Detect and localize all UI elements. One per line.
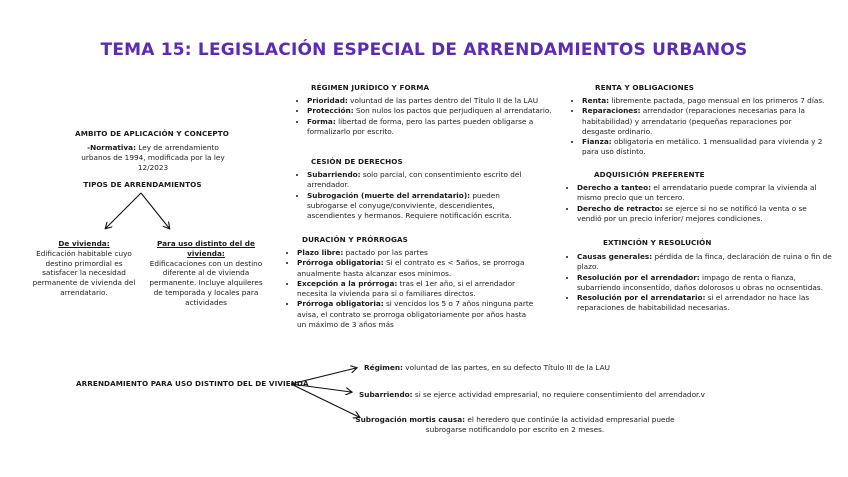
list-item bbox=[307, 106, 552, 116]
item-label: Subarriendo: bbox=[359, 390, 413, 399]
list-item bbox=[307, 117, 552, 138]
item-text: si vencidos los 5 o 7 años ninguna parte avisa, el contrato se prorroga obligatoriamente por años hasta un máximo de 3 años más bbox=[297, 299, 534, 330]
item-text: pérdida de la finca, declaración de ruina o fin de plazo. bbox=[577, 252, 832, 272]
item-label: Derecho de retracto: bbox=[577, 203, 663, 213]
renta-heading: RENTA Y OBLIGACIONES bbox=[595, 83, 695, 92]
item-text: si el arrendador no hace las reparaciones de habitabilidad necesarias. bbox=[577, 293, 810, 313]
item-label: Subrogación mortis causa: bbox=[355, 415, 466, 424]
item-label: Subrogación (muerte del arrendatario): bbox=[307, 190, 471, 200]
list-item bbox=[577, 273, 832, 294]
item-label: Derecho a tanteo: bbox=[577, 183, 652, 192]
list-item bbox=[577, 252, 832, 273]
cesion-list bbox=[296, 170, 525, 221]
item-text: obligatoria en metálico. 1 mensualidad para vivienda y 2 para uso distinto. bbox=[582, 137, 823, 157]
item-text: solo parcial, con consentimiento escrito del arrendador. bbox=[307, 170, 522, 190]
item-label: Protección: bbox=[307, 106, 354, 116]
otro-text: Edificacaciones con un destino diferente al de vivienda permanente. Incluye alquileres de temporada y locales para actividades bbox=[149, 258, 263, 307]
extincion-list bbox=[566, 252, 832, 314]
item-label: Excepción a la prórroga: bbox=[297, 278, 398, 288]
item-text: pactado por las partes bbox=[343, 248, 428, 257]
list-item bbox=[577, 183, 822, 204]
duracion-list bbox=[286, 248, 537, 330]
item-label: Resolución por el arrendador: bbox=[577, 272, 700, 282]
arrow-vivienda bbox=[106, 193, 141, 228]
item-label: Forma: bbox=[307, 116, 336, 126]
item-text: libremente pactada, pago mensual en los primeros 7 días. bbox=[609, 96, 825, 105]
normativa-body: Ley de arrendamiento urbanos de 1994, modificada por la ley 12/2023 bbox=[81, 143, 225, 172]
uso-distinto-heading: ARRENDAMIENTO PARA USO DISTINTO DEL DE VIVIENDA bbox=[76, 379, 309, 388]
uso-regimen bbox=[364, 363, 610, 373]
item-label: Reparaciones: bbox=[582, 106, 641, 116]
list-item bbox=[307, 170, 525, 191]
item-text: impago de renta o fianza, subarriendo inconsentido, daños dolorosos u obras no ocnsentidas. bbox=[577, 272, 824, 292]
duracion-heading: DURACIÓN Y PRÓRROGAS bbox=[302, 235, 408, 244]
item-label: Subarriendo: bbox=[307, 170, 361, 179]
page-title: TEMA 15: LEGISLACIÓN ESPECIAL DE ARRENDAMIENTOS URBANOS bbox=[100, 40, 748, 60]
item-label: Causas generales: bbox=[577, 252, 653, 261]
vivienda-label: De vivienda: bbox=[58, 239, 110, 248]
item-text: libertad de forma, pero las partes pueden obligarse a formalizarlo por escrito. bbox=[307, 116, 534, 136]
item-text: el heredero que continúe la actividad empresarial puede subrogarse notificandolo por escrito en 2 meses. bbox=[425, 415, 675, 435]
item-text: Son nulos los pactos que perjudiquen al arrendatario. bbox=[353, 106, 552, 116]
list-item bbox=[577, 204, 822, 225]
normativa-label: -Normativa: bbox=[87, 143, 137, 152]
item-text: Si el contrato es < 5años, se prorroga anualmente hasta alcanzar esos minimos. bbox=[297, 258, 525, 278]
otro-label: Para uso distinto del de vivienda: bbox=[157, 239, 255, 258]
extincion-heading: EXTINCIÓN Y RESOLUCIÓN bbox=[603, 238, 712, 247]
arrow-uso-distinto bbox=[141, 193, 169, 228]
vivienda-text: Edificación habitable cuyo destino primordial es satisfacer la necesidad permanente de vivienda del arrendatario. bbox=[32, 248, 136, 297]
ambito-heading: AMBITO DE APLICACIÓN Y CONCEPTO bbox=[75, 129, 229, 138]
item-text: se ejerce si no se notificó la venta o se vendió por un precio inferior/ mejores condiciones. bbox=[577, 203, 807, 223]
list-item bbox=[307, 191, 525, 222]
item-text: voluntad de las partes, en su defecto Título III de la LAU bbox=[402, 363, 610, 372]
tipos-heading: TIPOS DE ARRENDAMIENTOS bbox=[83, 180, 202, 189]
tipo-uso-distinto bbox=[148, 239, 264, 308]
adquisicion-list bbox=[566, 183, 822, 224]
item-label: Renta: bbox=[582, 96, 610, 105]
item-text: el arrendatario puede comprar la vivienda al mismo precio que un tercero. bbox=[577, 183, 817, 203]
tipo-vivienda bbox=[29, 239, 139, 298]
item-label: Plazo libre: bbox=[297, 248, 344, 257]
item-text: si se ejerce actividad empresarial, no requiere consentimiento del arrendador.v bbox=[412, 390, 705, 399]
item-label: Prioridad: bbox=[307, 96, 348, 105]
item-label: Resolución por el arrendatario: bbox=[577, 293, 706, 303]
list-item bbox=[582, 106, 827, 137]
normativa-text bbox=[78, 143, 228, 172]
item-text: tras el 1er año, si el arrendador necesita la vivienda para si o familiares directos. bbox=[297, 278, 516, 299]
list-item bbox=[307, 96, 552, 106]
list-item bbox=[582, 96, 827, 106]
item-text: arrendador (reparaciones necesarias para la habitabilidad) y arrendatario (pequeñas reparaciones por desgaste ordinario. bbox=[582, 106, 806, 136]
renta-list bbox=[571, 96, 827, 158]
item-text: voluntad de las partes dentro del Título II de la LAU bbox=[347, 96, 539, 105]
list-item bbox=[582, 137, 827, 158]
item-text: pueden subrogarse el conyuge/conviviente, descendientes, ascendientes y hermanos. Requiere notificación escrita. bbox=[307, 190, 512, 221]
uso-subarriendo bbox=[359, 390, 705, 400]
list-item bbox=[297, 299, 537, 330]
cesion-heading: CESIÓN DE DERECHOS bbox=[311, 157, 403, 166]
arrow-subrogacion bbox=[291, 384, 359, 417]
regimen-heading: RÉGIMEN JURÍDICO Y FORMA bbox=[311, 83, 430, 92]
list-item bbox=[577, 293, 832, 314]
item-label: Prórroga obligatoria: bbox=[297, 299, 384, 309]
item-label: Fianza: bbox=[582, 137, 612, 147]
item-label: Régimen: bbox=[364, 363, 403, 372]
list-item bbox=[297, 258, 537, 279]
list-item bbox=[297, 248, 537, 258]
regimen-list bbox=[296, 96, 552, 137]
list-item bbox=[297, 279, 537, 300]
uso-subrogacion bbox=[355, 415, 675, 436]
adquisicion-heading: ADQUISICIÓN PREFERENTE bbox=[594, 170, 705, 179]
item-label: Prórroga obligatoria: bbox=[297, 258, 384, 268]
